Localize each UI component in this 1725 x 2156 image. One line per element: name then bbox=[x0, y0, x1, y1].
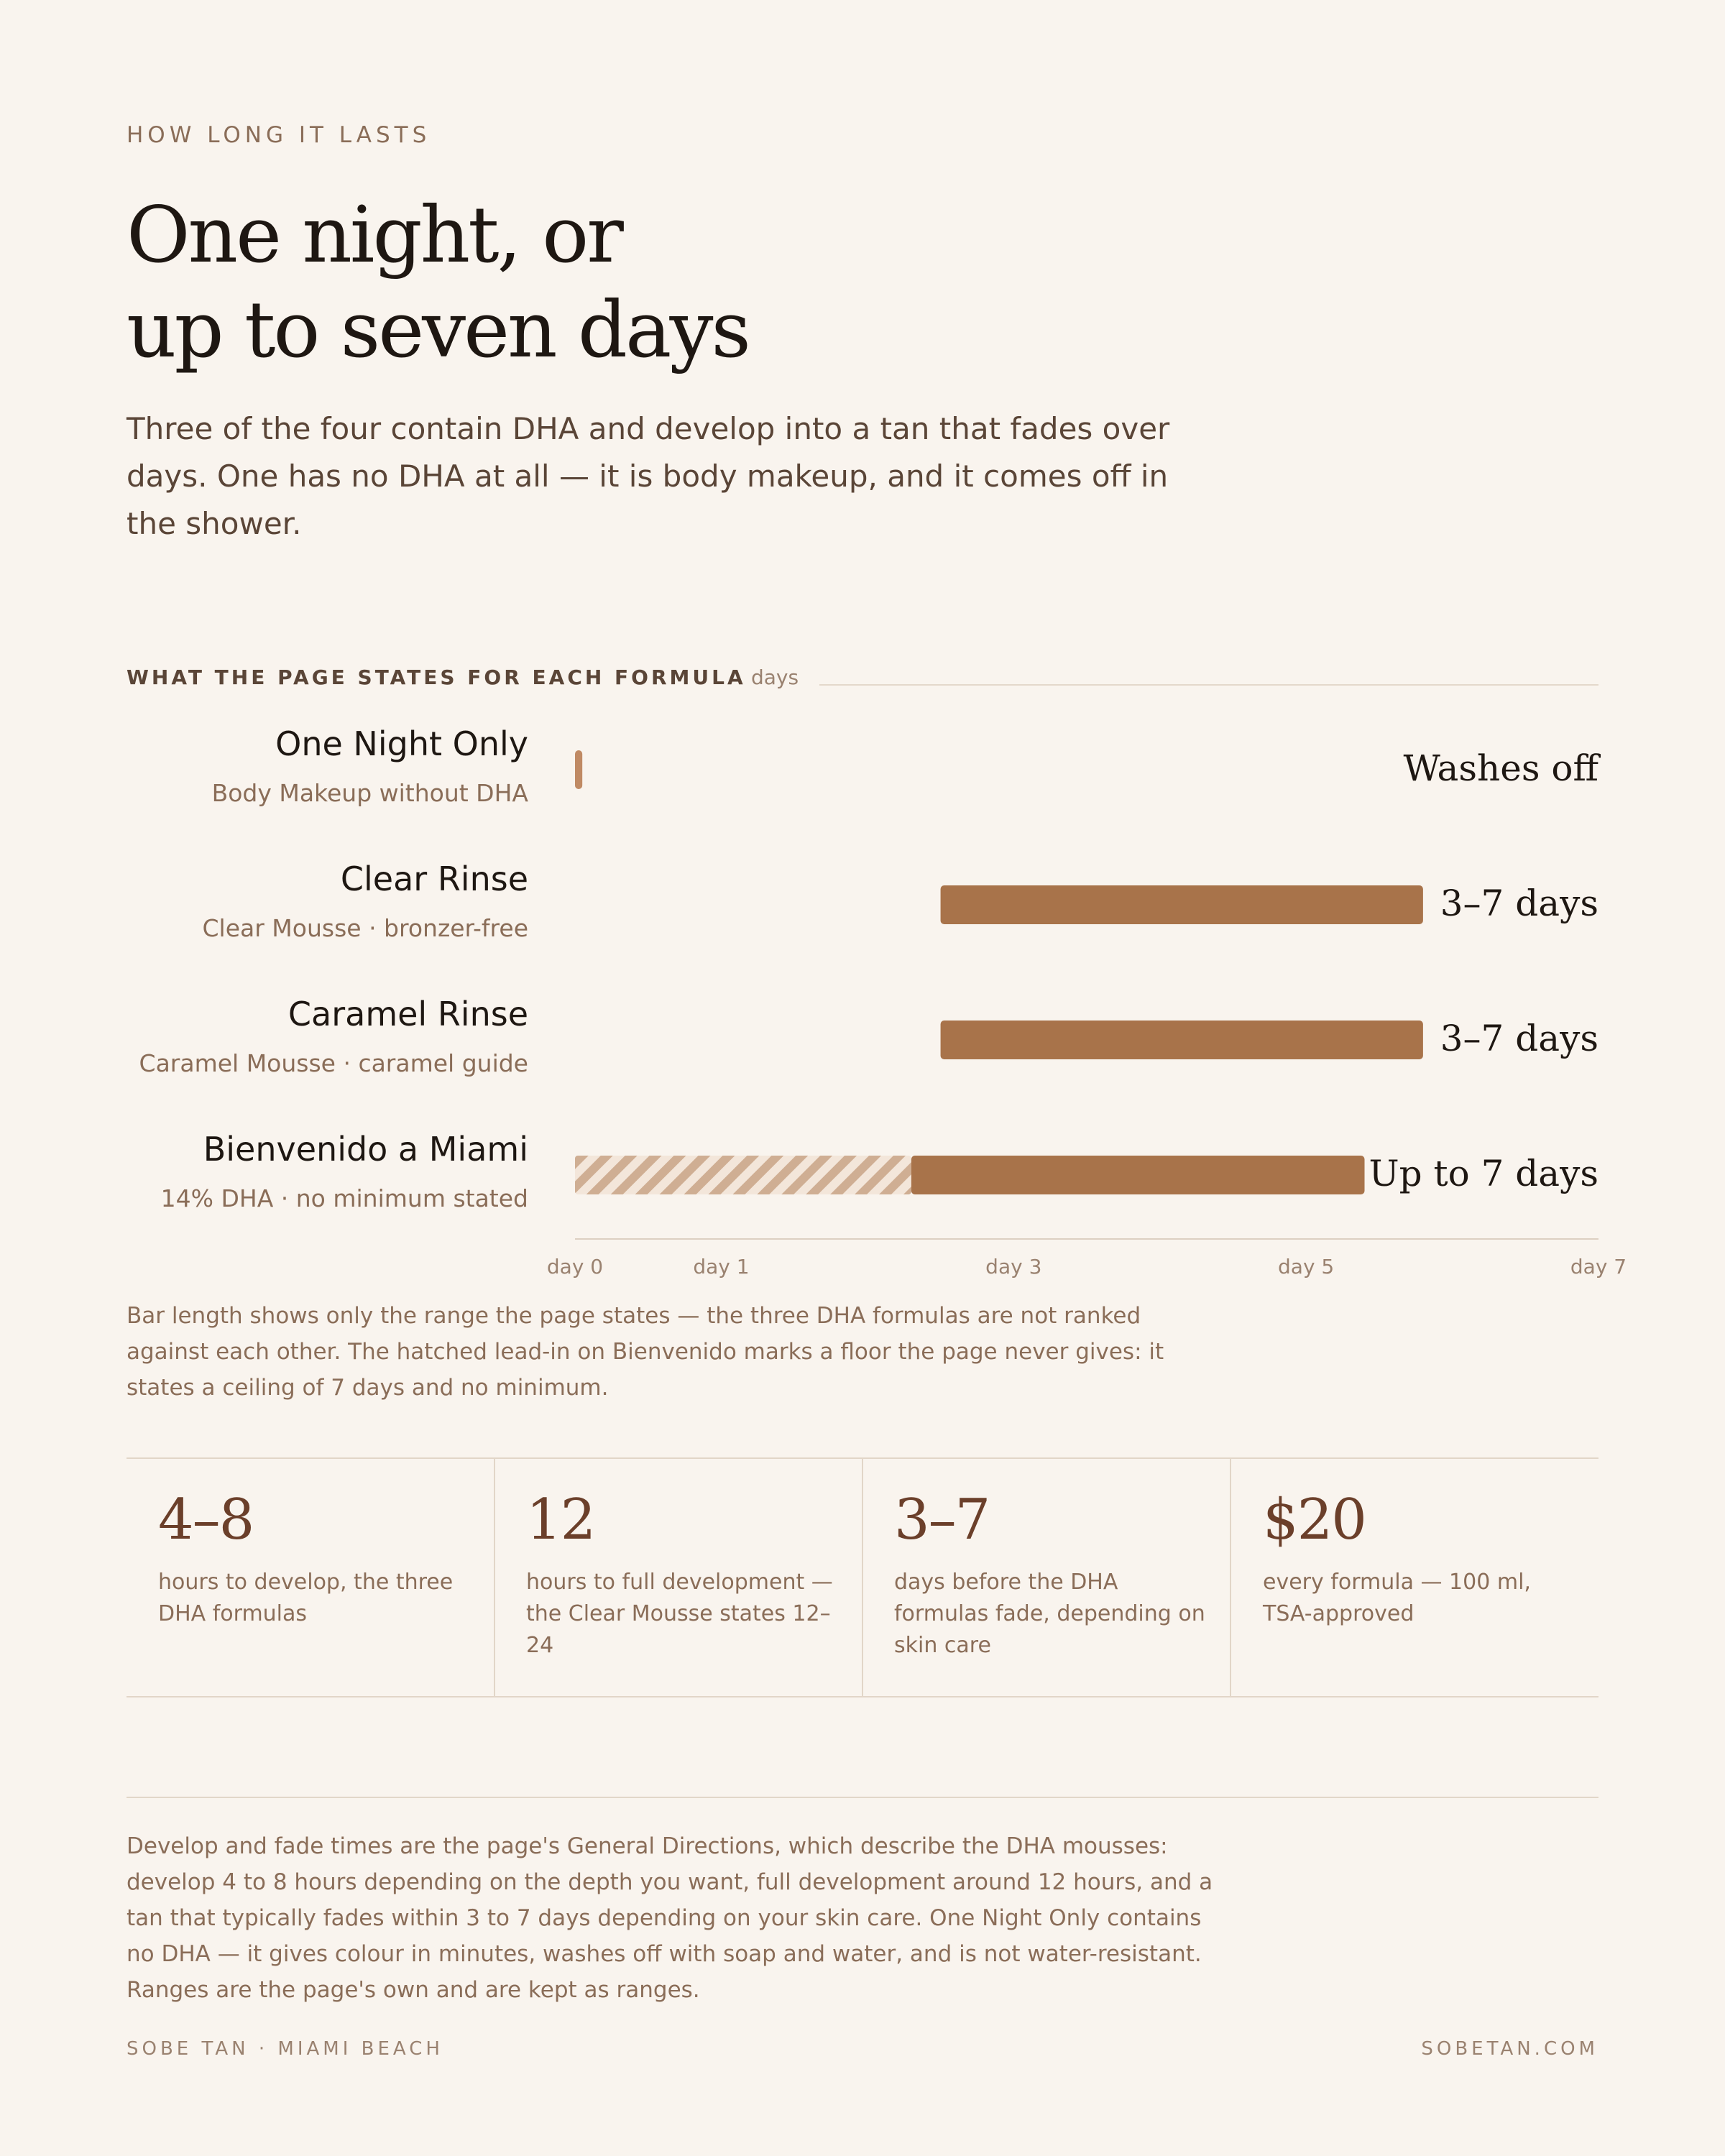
stat-value: $20 bbox=[1263, 1488, 1366, 1552]
row-name: One Night Only bbox=[275, 724, 528, 763]
x-tick-label: day 0 bbox=[546, 1255, 604, 1279]
row-value-label: Up to 7 days bbox=[1368, 1153, 1598, 1194]
row-value-label: 3–7 days bbox=[1440, 883, 1598, 924]
row-sub: Caramel Mousse · caramel guide bbox=[139, 1049, 528, 1077]
row-sub: Body Makeup without DHA bbox=[211, 779, 528, 807]
stat-value: 12 bbox=[526, 1488, 595, 1552]
title-line-2: up to seven days bbox=[126, 285, 749, 375]
row-name: Clear Rinse bbox=[340, 860, 528, 898]
stat-description: days before the DHA formulas fade, depending on skin care bbox=[894, 1570, 1205, 1658]
range-bar bbox=[575, 750, 582, 789]
x-tick-label: day 1 bbox=[693, 1255, 750, 1279]
eyebrow: HOW LONG IT LASTS bbox=[126, 122, 431, 148]
stat-divider bbox=[862, 1459, 863, 1696]
x-tick-label: day 5 bbox=[1278, 1255, 1335, 1279]
chart-title: WHAT THE PAGE STATES FOR EACH FORMULA bbox=[126, 665, 746, 689]
footer-brand: SOBE TAN · MIAMI BEACH bbox=[126, 2038, 443, 2060]
stat-description: hours to develop, the three DHA formulas bbox=[158, 1570, 454, 1626]
x-tick-label: day 7 bbox=[1570, 1255, 1627, 1279]
chart-unit: days bbox=[751, 665, 799, 689]
row-sub: Clear Mousse · bronzer-free bbox=[202, 914, 528, 942]
row-value-label: Washes off bbox=[1403, 747, 1598, 789]
chart-footnote: Bar length shows only the range the page states — the three DHA formulas are not ranked against each other. The hatched lead-in on Bienvenido marks a floor the page never gives: it states a ceiling of 7 days and no minimum. bbox=[126, 1303, 1164, 1401]
row-name: Caramel Rinse bbox=[288, 995, 528, 1033]
stat-description: hours to full development — the Clear Mousse states 12–24 bbox=[526, 1570, 833, 1658]
range-bar bbox=[941, 885, 1423, 924]
x-tick-label: day 3 bbox=[985, 1255, 1042, 1279]
title-line-1: One night, or bbox=[126, 190, 622, 280]
row-name: Bienvenido a Miami bbox=[203, 1130, 528, 1169]
stat-description: every formula — 100 ml, TSA-approved bbox=[1263, 1570, 1531, 1626]
footer-website-link[interactable]: SOBETAN.COM bbox=[1421, 2038, 1598, 2060]
stat-value: 3–7 bbox=[894, 1488, 990, 1552]
stat-divider bbox=[1230, 1459, 1231, 1696]
stat-divider bbox=[494, 1459, 495, 1696]
notes-rule bbox=[126, 1797, 1598, 1798]
row-sub: 14% DHA · no minimum stated bbox=[160, 1184, 528, 1212]
source-notes: Develop and fade times are the page's General Directions, which describe the DHA mousses: develop 4 to 8 hours depending on the depth you want, full development around 12 hours, and a tan that typically fades within 3 to 7 days depending on your skin care. One Night Only contains no DHA — it gives colour in minutes, washes off with soap and water, and is not water-resistant. Ranges are the page's own and are kept as ranges. bbox=[126, 1833, 1213, 2003]
range-bar bbox=[941, 1021, 1423, 1059]
hatched-floor-bar bbox=[575, 1156, 911, 1194]
row-value-label: 3–7 days bbox=[1440, 1018, 1598, 1059]
range-bar bbox=[911, 1156, 1365, 1194]
stats-bottom-rule bbox=[126, 1696, 1598, 1697]
stat-value: 4–8 bbox=[158, 1488, 254, 1552]
intro-paragraph: Three of the four contain DHA and develop into a tan that fades over days. One has no DHA at all — it is body makeup, and it comes off in the shower. bbox=[126, 411, 1170, 541]
